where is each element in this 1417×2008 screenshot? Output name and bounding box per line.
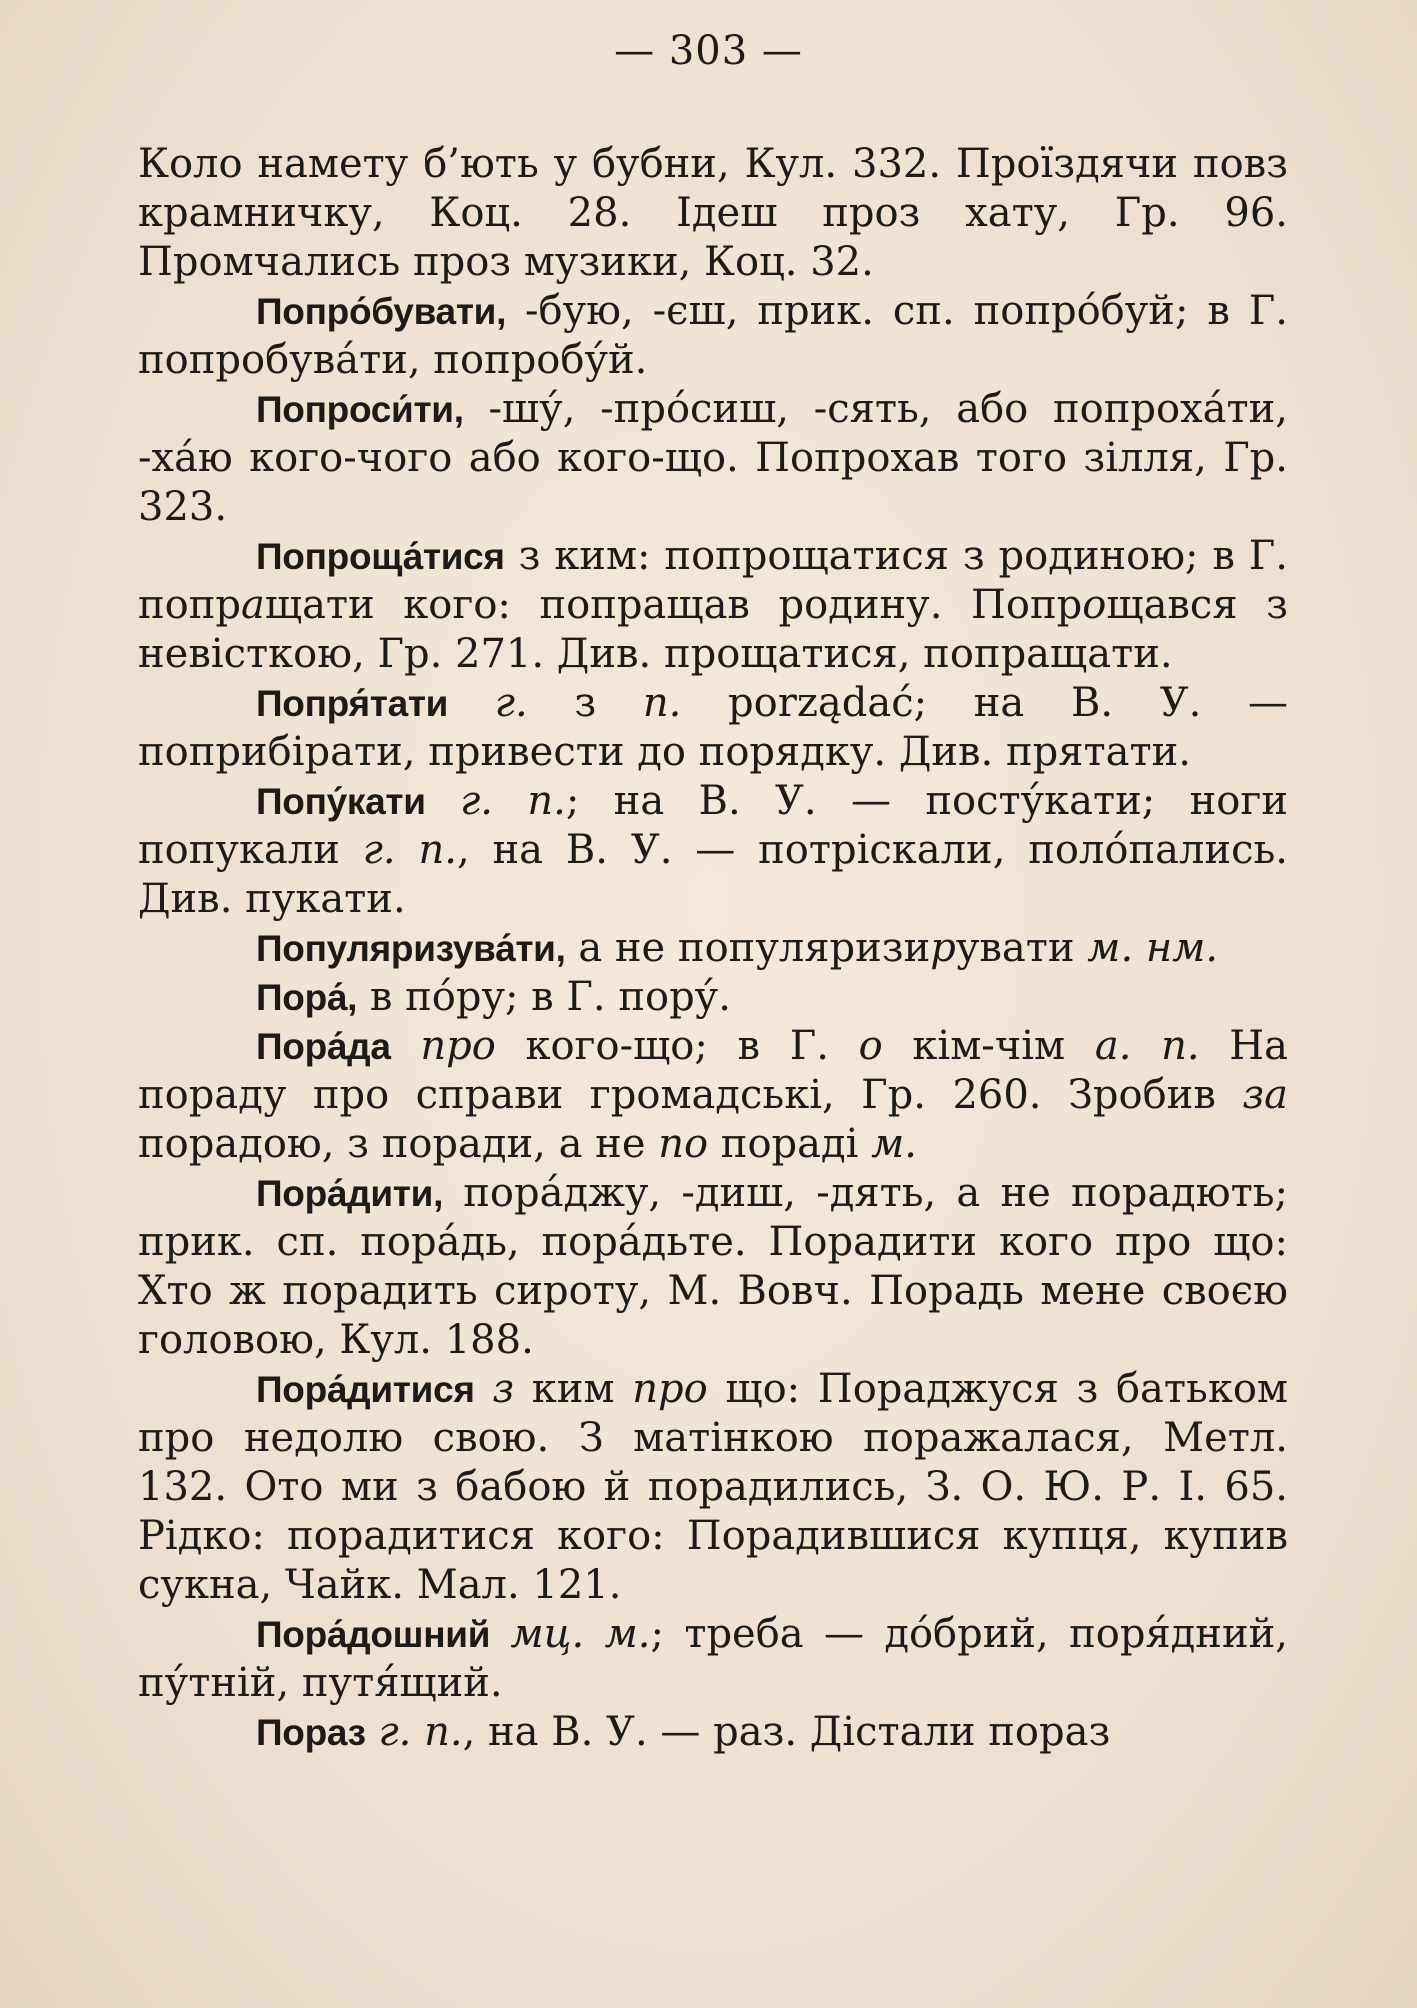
entry-text: що: Пораджуся з батьком про недолю свою. З матінкою поражалася, Метл. 132. Ото ми з бабою й порадились, З. О. Ю. Р. І. 65. Рідко: порадитися кого: Порадившися купця, купив сукна, Чайк. Мал. 121. [138, 1366, 1289, 1608]
italic-abbrev: г. п. [378, 1709, 463, 1755]
entry-text: пораді [708, 1121, 872, 1167]
dictionary-text [138, 140, 1288, 1757]
dictionary-entry [138, 1022, 1288, 1169]
entry-text: ; на В. У. — посту́кати; ноги попукали [138, 778, 1289, 873]
dictionary-entry [138, 777, 1288, 924]
italic-abbrev: про [420, 1023, 496, 1069]
dictionary-entry [138, 1708, 1288, 1757]
headword: Пора́, [256, 977, 358, 1018]
headword: Попроси́ти, [256, 389, 464, 430]
italic-abbrev: п. [642, 680, 682, 726]
entry-text [426, 778, 460, 824]
headword: Пора́да [256, 1026, 391, 1067]
headword: Популяризува́ти, [256, 928, 566, 969]
italic-abbrev: м. [871, 1121, 917, 1167]
headword: Пораз [256, 1712, 366, 1753]
headword: Попря́тати [256, 683, 449, 724]
dictionary-entry [138, 532, 1288, 679]
dictionary-entry [138, 1610, 1288, 1708]
entry-text: ; треба — до́брий, поря́дний, пу́тній, путя́щий. [138, 1611, 1289, 1706]
entry-text: в по́ру; в Г. пору́. [357, 974, 731, 1020]
entry-text: , на В. У. — раз. Дістали пораз [462, 1709, 1111, 1755]
entry-text: порадою, з поради, а не [138, 1121, 659, 1167]
italic-abbrev: г. п. [460, 778, 566, 824]
headword: Пора́дошний [256, 1614, 491, 1655]
entry-text: ким [514, 1366, 633, 1412]
entry-text [448, 680, 495, 726]
headword: Пора́дитися [256, 1369, 475, 1410]
entry-text: -бую, -єш, прик. сп. попро́буй; в Г. попробува́ти, попробу́й. [138, 288, 1288, 383]
entry-text [475, 1366, 493, 1412]
headword: Попроща́тися [256, 536, 505, 577]
entry-text: з [527, 680, 643, 726]
italic-abbrev: г. [494, 680, 528, 726]
italic-abbrev: мц. м. [510, 1611, 651, 1657]
italic-abbrev: по [658, 1121, 709, 1167]
dictionary-entry [138, 973, 1288, 1022]
entry-text: а не популяризи [565, 925, 931, 971]
continuation-paragraph [138, 140, 1288, 287]
italic-abbrev: про [632, 1366, 708, 1412]
dictionary-entry [138, 287, 1288, 385]
dictionary-entry [138, 1169, 1288, 1365]
entry-text [391, 1023, 421, 1069]
dictionary-entry [138, 679, 1288, 777]
entry-text: Коло намету б’ють у бубни, Кул. 332. Проїздячи повз крамничку, Коц. 28. Ідеш проз хату, Гр. 96. Промчались проз музики, Коц. 32. [138, 141, 1288, 285]
entry-text: з ким: попрощатися з родиною; в Г. попр [138, 533, 1288, 628]
entry-text: На пораду про справи громадські, Гр. 260. Зробив [138, 1023, 1289, 1118]
entry-text: пора́джу, -диш, -дять, а не порадють; прик. сп. пора́дь, пора́дьте. Порадити кого про що: Хто ж порадить сироту, М. Вовч. Порадь мене своєю головою, Кул. 188. [138, 1170, 1288, 1363]
page-number: — 303 — [614, 28, 803, 74]
entry-text [490, 1611, 510, 1657]
italic-abbrev: о [858, 1023, 883, 1069]
dictionary-entry [138, 924, 1288, 973]
headword: Попро́бувати, [256, 291, 507, 332]
headword: Пора́дити, [256, 1173, 444, 1214]
entry-text: , на В. У. — потріскали, поло́пались. Див. пукати. [138, 827, 1288, 922]
entry-text: щати кого: попращав родину. Попр [264, 582, 1083, 628]
italic-abbrev: з [492, 1366, 515, 1412]
entry-text: porządać; на В. У. — поприбірати, привести до порядку. Див. прятати. [138, 680, 1289, 775]
italic-abbrev: о [1082, 582, 1107, 628]
entry-text: -шу́, -про́сиш, -сять, або попроха́ти, -ха́ю кого-чого або кого-що. Попрохав того зілля, Гр. 323. [138, 386, 1288, 530]
italic-abbrev: а [241, 582, 265, 628]
italic-abbrev: г. п. [362, 827, 457, 873]
italic-abbrev: за [1242, 1072, 1288, 1118]
entry-text: увати [955, 925, 1088, 971]
italic-abbrev: м. нм. [1087, 925, 1219, 971]
entry-text: кого-що; в Г. [495, 1023, 859, 1069]
italic-abbrev: р [930, 925, 956, 971]
dictionary-entry [138, 385, 1288, 532]
entry-text: кім-чім [882, 1023, 1095, 1069]
entry-text: щався з невісткою, Гр. 271. Див. прощатися, попращати. [138, 582, 1288, 677]
headword: Попу́кати [256, 781, 426, 822]
entry-text [366, 1709, 379, 1755]
italic-abbrev: а. п. [1094, 1023, 1200, 1069]
dictionary-entry [138, 1365, 1288, 1610]
